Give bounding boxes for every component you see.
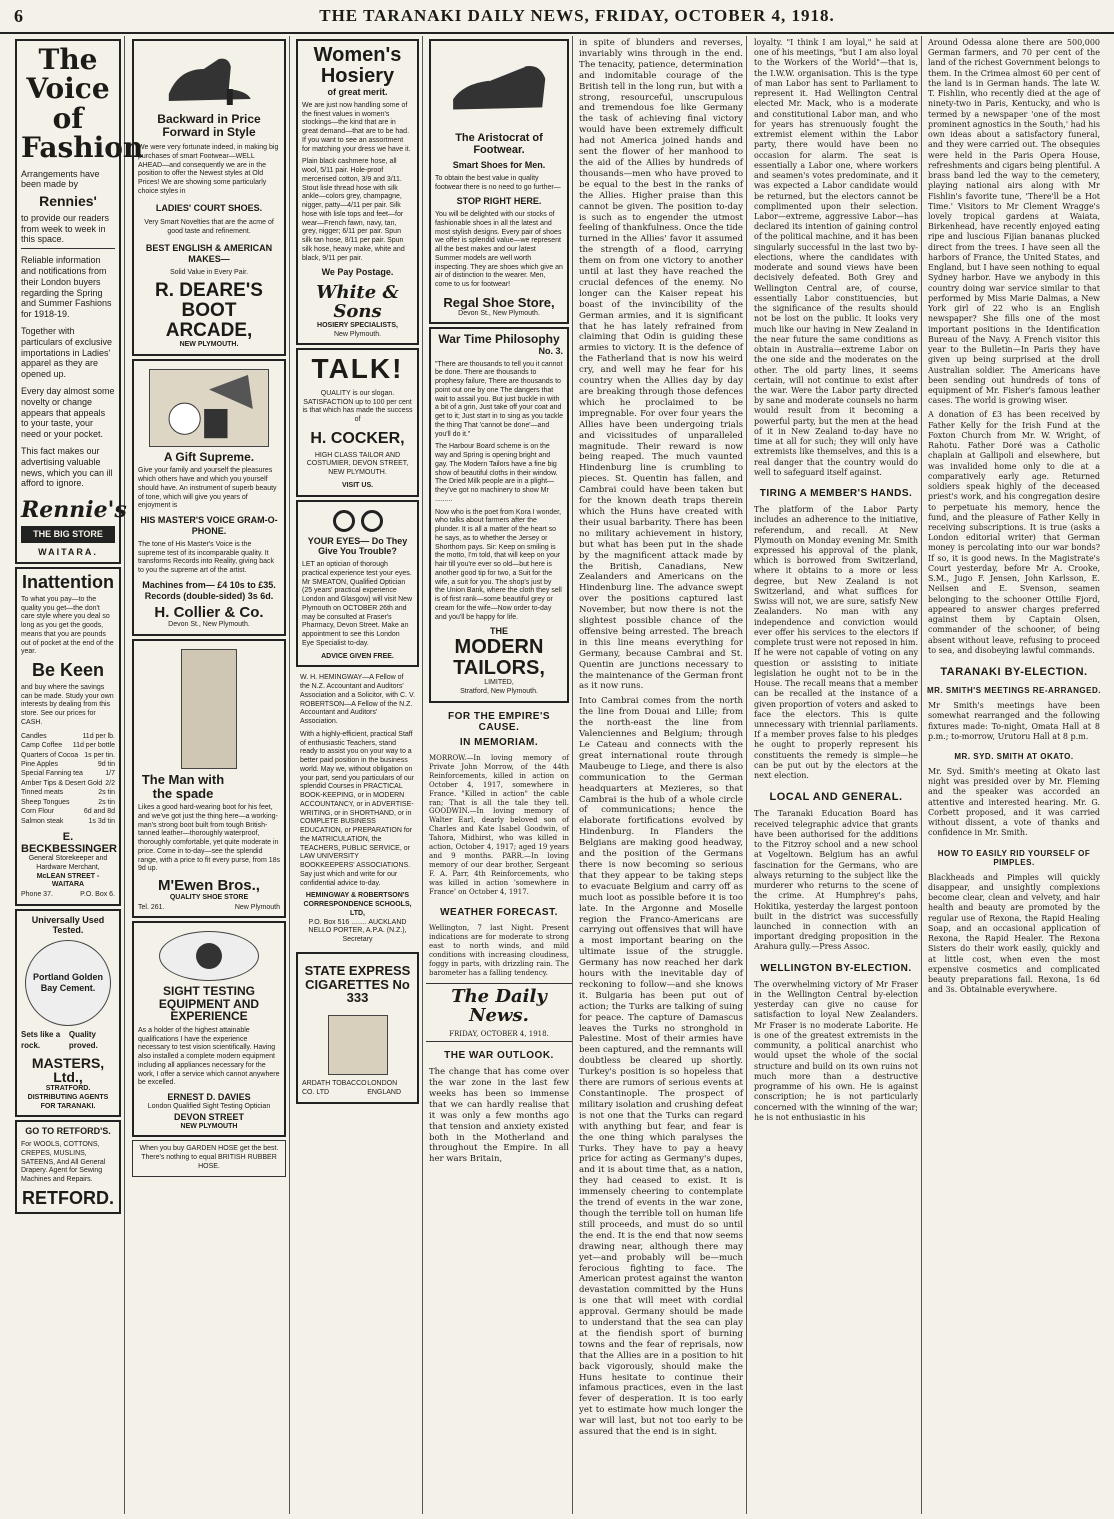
stop-right-here: STOP RIGHT HERE.: [456, 196, 542, 207]
nello-porter: NELLO PORTER, A.P.A. (N.Z.), Secretary: [308, 927, 407, 944]
smith-text: Mr Smith's meetings have been somewhat rearranged and the following fixtures made: To-night, Omata Hall at 8 p.m.; to-morrow, Urutoru Hall at 8 p.m.: [928, 701, 1100, 741]
price-row: [21, 760, 115, 769]
cocker-name: H. COCKER,: [310, 429, 405, 447]
novelties-text: Very Smart Novelties that are the acme of good taste and refinement.: [144, 219, 274, 236]
tiring-text: The platform of the Labor Party includes an adherence to the initiative, referendum, and recall. At New Plymouth on Monday evening Mr. Smith expressed his approval of the plank, which is borrowed from Switzerland, where it obtains to a more or less degree, but New Zealand is not Switzerland, and what suffices for Swiss will not, we are sure, satisfy New Zealanders. No man with any independence and conviction would ever offer his services to the electors if complete trust were not reposed in him. If he were not capable of voting on any question or assisting to initiate legislation he ought not to be in the House. The recall means that a member can be recalled at the instance of a given proportion of voters and asked to face the electors. This is quite unnecessary with triennial parliaments. If a member proves false to his pledges he ought to properly represent his constituents the remedy is simple—he can be put out by the electors at the next election.: [754, 505, 918, 781]
column-2: [129, 36, 290, 1514]
war-time-heading: War Time Philosophy: [438, 332, 560, 347]
ladies-shoe-icon: [152, 49, 266, 109]
retfords-heading: GO TO RETFORD'S.: [25, 1126, 111, 1137]
state-express-label: STATE EXPRESS CIGARETTES No 333: [304, 962, 411, 1006]
rennies-name: Rennies': [39, 193, 97, 210]
tiring-heading: TIRING A MEMBER'S HANDS.: [759, 488, 913, 500]
rennies-voice-ad: [15, 39, 144, 564]
worker-with-spade-icon: [181, 649, 237, 769]
smart-shoes: Smart Shoes for Men.: [452, 160, 546, 171]
page-number: 6: [14, 5, 23, 26]
best-english: BEST ENGLISH & AMERICAN MAKES—: [145, 242, 273, 264]
voice-title-1: The Voice: [26, 43, 110, 106]
price-row: [21, 798, 115, 807]
no3-label: No. 3.: [538, 345, 563, 356]
arrangements-text: Arrangements have been made by: [21, 168, 100, 190]
price-item: Tinned meats: [21, 789, 64, 797]
wellington-text: The overwhelming victory of Mr Fraser in the Wellington Central by-election yesterday can give no cause for satisfaction to loyal New Zealanders. Mr Fraser is no moderate Laborite. He is one of the greatest extremists in the community, a political anarchist who would upset the whole of the social structure and build on its own ruins not much more than a destructive programme of his own. He is against conscription; he is not particularly concerned with the winning of the war; he is not enthusiastic in his: [754, 979, 918, 1122]
backward-text: We were very fortunate indeed, in making big purchases of smart Footwear—WELL AHEAD—and consequently we are in the position to offer the Newest styles at Old Prices! We are showing some particularly choice styles in: [138, 144, 279, 195]
mewen-location: New Plymouth: [234, 903, 280, 911]
state-express-ad: [296, 952, 419, 1104]
hemingway-intro: W. H. HEMINGWAY—A Fellow of the N.Z. Accountant and Auditors' Association and a Solicitor, with C. V. ROBERTSON—A Fellow of the N.Z. Accountant and Auditors' Association.: [300, 674, 415, 726]
editorial-continued-2: Into Cambrai comes from the north the line from Douai and Lille; from the north-east the line from Valenciennes and Belgium; through Le Cateau and connects with the great international route through Maubeuge to Liege, and there is also communication to the German headquarters at Mezieres, so that Cambrai is the hub of a whole circle of communications; hence the elaborate fortifications evolved by Hindenburg. In Flanders the Belgians are making good headway, and the position of the Germans there is now becoming so serious that they appear to be taking steps to evacuate Belgium and carry off as much loot as possible before it is too late. In the Argonne and Moselle region the Franco-Americans are carrying out offensives that will have a most important bearing on the ultimate issue of the struggle. Germany has now reached her dark hours with the inevitable day of reckoning to follow—and she knows it. Bulgaria has been put out of action; the Turks are talking of suing for peace. The capture of Damascus leaves the Turks no stronghold in Palestine. Most of their armies have been captured, and the remnants will doubtless be cleared up shortly. Turkey's position is so hopeless that there are rumors of serious events at Constantinople. The prospect of military isolation and crushing defeat is not one that the Turks can regard with anything but fear, and fear is the one thing which paralyses the Turks. They have to pay a heavy price for acting as Germany's dupes, and it is about time that, as a nation, they had ceased to exist. It is immensely cheering to contemplate the trend of events in the war zone, though the terrible toll on human life still proceeds, and must do so until the end. It is the end that now seems drawing near, although there may yet—and probably will be—much ferocious fighting to face. The American protest against the wanton devastation committed by the Huns is one that will meet with cordial approval. Germany should be made to understand that the sea can play at the fiendish sport of burning towns and the fear of reprisals, now that the Allies are in a position to hit back vigorously, should make the Huns hesitate to continue their infamous practices, even in the last fever of desperation. It is too early yet to estimate how much longer the war will last, but not too early to be assured that the end is in sight.: [579, 696, 743, 1438]
now-text: Now who is the poet from Kora I wonder, who talks about farmers after the plunder. It is all a matter of the heart so he says, as to whether the Jersey or Shorthorn pays. Sir: Keep on smiling is the motto, I'm told, that will keep on your hair till you're ever so old—but here is another good tip for two, a Suit for the wife, a suit for you. The shop's just by the Union Bank, where the cloth they sell is of first rank—some beautiful grey or cream for the wife—Now order to-day and you'll be happy for life.: [435, 508, 562, 621]
spade-text: Likes a good hard-wearing boot for his feet, and we've got just the thing here—a working-man's strong boot built from tough British-tanned leather—thoroughly waterproof, thoroughly comfortable, yet quite moderate in price. Come in to-day—see the splendid range, with a price to fit every purse, from 18s 9d up.: [138, 804, 281, 873]
cocker-sub: HIGH CLASS TAILOR AND COSTUMIER, DEVON STREET, NEW PLYMOUTH.: [306, 451, 409, 477]
distributing-agents: DISTRIBUTING AGENTS FOR TARANAKI.: [27, 1093, 109, 1110]
column-1: [12, 36, 144, 1514]
price-item: Special Fanning tea: [21, 770, 83, 778]
quality-shoe-store: QUALITY SHOE STORE: [169, 893, 249, 901]
hem-rob-name: HEMINGWAY & ROBERTSON'S CORRESPONDENCE SCHOOLS, LTD,: [303, 892, 412, 917]
garden-hose-text: When you buy GARDEN HOSE get the best. There's nothing to equal BRITISH RUBBER HOSE.: [139, 1145, 279, 1170]
price-list: [21, 732, 115, 826]
hosiery-specialists: HOSIERY SPECIALISTS,: [317, 321, 398, 329]
talk-heading: TALK!: [311, 353, 404, 385]
sight-testing-heading: SIGHT TESTING EQUIPMENT AND EXPERIENCE: [158, 984, 260, 1024]
garden-hose-ad: [132, 1140, 286, 1176]
aristocrat-heading: The Aristocrat of Footwear.: [455, 132, 543, 156]
taranaki-by-election-heading: TARANAKI BY-ELECTION.: [940, 666, 1088, 679]
collier-name: H. Collier & Co.: [154, 604, 264, 622]
big-store-banner: THE BIG STORE: [21, 526, 115, 543]
price-item: Salmon steak: [21, 817, 64, 825]
masters-name: MASTERS, Ltd.,: [31, 1054, 105, 1086]
retfords-list: For WOOLS, COTTONS, CREPES, MUSLINS, SATEENS, And All General Drapery. Agent for Sewing Machines and Repairs.: [21, 1141, 106, 1184]
wellington-heading: WELLINGTON BY-ELECTION.: [760, 962, 912, 974]
backward-heading: Backward in Price: [157, 112, 261, 126]
smith-okato-heading: MR. SYD. SMITH AT OKATO.: [954, 752, 1074, 761]
price-row: [21, 732, 115, 741]
price-item: Sheep Tongues: [21, 798, 70, 806]
ernest-davies: ERNEST D. DAVIES: [167, 1092, 251, 1103]
hose-items: Plain black cashmere hose, all wool, 5/11 pair. Hole-proof mercerised cotton, 3/9 and 3/11. Stout lisle thread hose with silk ankle—colors grey, champagne, nigger, patty—4/11 per pair. Silk hose with lisle tops and feet—for wear—French fawn, navy, tan, grey, nigger; 6/11 per pair. Spun silk tan hose, 8/11 per pair. Spun silk hose, heavy make, white and black, 9/11 per pair.: [302, 158, 405, 262]
white-sons-hosiery-ad: [296, 39, 419, 345]
price-value: 1/7: [105, 770, 115, 778]
mewen-boot-ad: [132, 639, 286, 918]
okato-text: Mr. Syd. Smith's meeting at Okato last night was presided over by Mr. Fleming and the speaker was accorded an attentive and interested hearing. Mr. G. Corbett proposed, and it was carried without dissent, a vote of thanks and confidence in Mr. Smith.: [928, 767, 1100, 838]
price-value: 11d per bottle: [72, 742, 115, 750]
phone-number: Phone 37.: [21, 891, 53, 899]
devon-street: DEVON STREET: [173, 1111, 244, 1122]
price-item: Pine Apples: [21, 760, 58, 768]
column-5: [576, 36, 747, 1514]
portland-label: Portland Golden Bay Cement.: [32, 972, 103, 994]
regal-address: Devon St., New Plymouth.: [458, 309, 540, 317]
sight-text: As a holder of the highest attainable qualifications I have the experience necessary to test vision scientifically. Having also installed a complete modern equipment including all appliances necessary for the work, I offer a service which cannot anywhere be excelled.: [138, 1026, 280, 1087]
sets-like: Sets like a rock.: [21, 1030, 61, 1050]
records-price: Records (double-sided) 3s 6d.: [144, 590, 274, 601]
talk-text: QUALITY is our slogan. SATISFACTION up to 100 per cent is that which has made the success of: [302, 389, 413, 424]
deare-location: NEW PLYMOUTH.: [179, 341, 239, 349]
price-value: 1s per tin.: [84, 751, 115, 759]
column-7: [925, 36, 1103, 1514]
price-item: Corn Flour: [21, 808, 55, 816]
white-sons-logo: White & Sons: [316, 282, 399, 322]
angel-figure-icon: [328, 1015, 388, 1075]
advice-free: ADVICE GIVEN FREE.: [321, 652, 394, 660]
inattention-text: To what you pay—to the quality you get—the don't care style where you deal so long as you get the goods, means that you are pounds out of pocket at the end of the year.: [21, 595, 114, 656]
to-provide-text: to provide our readers from week to week in this space.: [21, 212, 110, 245]
beckbessinger-name: E. BECKBESSINGER: [21, 831, 117, 855]
we-pay-postage: We Pay Postage.: [321, 267, 394, 278]
man-spade-heading: The Man with the spade: [141, 771, 225, 801]
davies-location: NEW PLYMOUTH: [180, 1122, 238, 1130]
weather-heading: WEATHER FORECAST.: [440, 907, 558, 919]
price-row: [21, 807, 115, 816]
collier-address: Devon St., New Plymouth.: [168, 621, 250, 629]
local-general-heading: LOCAL AND GENERAL.: [769, 791, 903, 804]
universally-used: Universally Used: [31, 914, 105, 925]
deare-name: R. DEARE'S BOOT ARCADE,: [155, 280, 263, 342]
editorial-date: FRIDAY, OCTOBER 4, 1918.: [449, 1029, 549, 1038]
voice-title-2: of Fashion: [21, 101, 144, 165]
tone-text: The tone of His Master's Voice is the supreme test of its incomparable quality. It transforms Records into Reality, giving back to you the supreme art of the artist.: [138, 540, 275, 575]
memoriam-text: MORROW.—In loving memory of Private John Morrow, of the 44th Reinforcements, killed in action on October 4, 1917, somewhere in France. "Killed in action" the cable ran; That is all the tale they tell. GOODWIN.—In loving memory of Walter Earl, dearly beloved son of Charles and Kate Isabel Goodwin, of Tahora, Midhirst, who was killed in action, October 4, 1917; aged 19 years and 9 months. PARR.—In loving memory of our dear brother, Sergeant F. A. Parr, 4th Reinforcements, who was killed in action 'somewhere in France' on October 4, 1917.: [429, 753, 569, 897]
ardath-label: ARDATH TOBACCO CO. LTD: [302, 1079, 367, 1097]
price-value: 11d per lb.: [82, 732, 115, 740]
quality-proved: Quality proved.: [68, 1030, 98, 1050]
be-keen-text: and buy where the savings can be made. Study your own interests by dealing from this store. See our prices for CASH.: [21, 683, 114, 726]
mens-shoe-icon: [448, 49, 550, 129]
pimples-text: Blackheads and Pimples will quickly disappear, and unsightly complexions become clear, clean and velvety, and hair health and beauty are promoted by the regular use of Rexona, the Rapid Healing Soap, and an occasional application of Rexona, the Rapid Healer. The Rexona Sisters do their work easily, quickly and at little cost, when even the most expensive cosmetics and complicated beauty preparations fail. Rexona, 1s 6d and 3s. Obtainable everywhere.: [928, 872, 1100, 995]
eye-icon: [159, 931, 259, 981]
war-outlook-heading: THE WAR OUTLOOK.: [444, 1050, 554, 1062]
portland-cement-ad: [15, 909, 121, 1118]
regal-name: Regal Shoe Store,: [443, 294, 555, 310]
great-merit: of great merit.: [327, 87, 388, 97]
forward-heading: Forward in Style: [162, 124, 256, 139]
outlook-text: The change that has come over the war zone in the last few weeks has been so immense that we can hardly realise that it was only a few months ago that tension and anxiety existed both in the Motherland and throughout the Empire. In all her wars Britain,: [429, 1067, 569, 1165]
price-row: [21, 769, 115, 778]
daily-news-masthead: The Daily News.: [451, 985, 547, 1026]
page-title: THE TARANAKI DAILY NEWS, FRIDAY, OCTOBER 4, 1918.: [319, 6, 835, 25]
price-row: [21, 817, 115, 826]
memoriam-heading: IN MEMORIAM.: [459, 736, 539, 748]
eyes-text: LET an optician of thorough practical experience test your eyes. Mr SMEATON, Qualified Optician (25 years' practical experience London and Glasgow) will visit New Plymouth on OCTOBER 26th and may be consulted at Fraser's Pharmacy, Devon Street. Make an appointment to see this London Eye Specialist to-day.: [302, 561, 413, 647]
column-6: [751, 36, 922, 1514]
mclean-street: McLEAN STREET - WAITARA: [36, 872, 100, 889]
price-row: [21, 788, 115, 797]
the-label: THE: [490, 626, 508, 637]
cocker-tailor-ad: [296, 348, 419, 496]
war-text: "There are thousands to tell you it cannot be done. There are thousands to prophesy failure, There are thousands to point out one by one The dangers that wait to assail you. But just buckle in with a bit of a grin, Just take off your coat and get to it; Just start in to sing as you tackle the thing That 'cannot be done'—and you'll do it.": [435, 360, 564, 438]
gift-text: Give your family and yourself the pleasures which others have and which you yourself should have. An instrument of superb beauty of tone, which will give you years of enjoyment is: [138, 467, 277, 510]
retford-logo: RETFORD.: [22, 1187, 114, 1208]
stratford-label: STRATFORD.: [45, 1085, 91, 1093]
london-england: LONDON ENGLAND: [367, 1079, 402, 1097]
collier-gramophone-ad: [132, 359, 286, 636]
editorial-continued-1: in spite of blunders and reverses, invariably wins through in the end. The tenacity, patience, determination and indomitable courage of the British tell in the long run, but with a strong, resourceful, unscrupulous and tremendous foe like Germany the task of achieving final victory would have been extremely difficult had not America joined hands and sent the flower of her manhood to the aid of the Allies by hundreds of thousands—men who have proved to be equal to the best in the ranks of the Allies. Higher praise than this cannot be given. The position to-day is such as to engender the utmost feeling of thankfulness. Once the tide turned in the Allies' favor it assumed the strength of a flood, carrying them on from one victory to another until at last they have reached the crucial defences of the enemy. No longer can the Kaiser repeat his boast of the invincibility of the German armies, and it is significant that he has lately refrained from claiming that Odin is guiding these armies to victory. It is the defence of the Fatherland that is now his weird cry, and well may he fear for his country when the Allies day by day are breaking through those defences which he proclaimed to be impregnable. For over four years the Allies have been undergoing trials and vicissitudes of unparalleled magnitude. Their reward is now being reaped. The much vaunted Hindenburg line is crumbling to pieces. St. Quentin has fallen, and Cambrai could have been taken but for the known death traps therein which the Huns have created with their usual barbarity. There has been no military achievement in history, but what has been put in the shade by the magnificent attack made by the British, Canadians, New Zealanders and Americans on the Hindenburg line. The advance swept over the positions captured last November, but now there is not the slightest possible chance of the offensive being arrested. The breach in this line means everything for Germany, because Cambrai and St. Quentin are junctions necessary to the maintenance of the German front as it now runs.: [579, 38, 743, 692]
general-storekeeper: General Storekeeper and Hardware Merchant,: [28, 855, 108, 871]
modern-tailors-location: Stratford, New Plymouth.: [460, 688, 538, 696]
rennies-logo: Rennie's: [21, 497, 127, 524]
news-items-2: A donation of £3 has been received by Father Kelly for the Irish Fund at the Foxton Church from Mr. W. Wright, of Rahotu. Father Doré was a Catholic chaplain at Gallipoli and elsewhere, but was invalided home only to die at a comparatively early age. Returned soldiers speak highly of the deceased priest's work, and his congregation desire to perpetuate his memory, hence the fund, and the pleasure of Father Kelly in receiving subscriptions. It is true (asks a London editorial writer) that German money is percolating into our war bonds? If so, it is good news. In the Magistrate's Court yesterday, before Mr A. Crooke, S.M., Jugo F. Jensen, John Karlsson, E. Neilsen and E. Svenson, seamen belonging to the schooner Ottilie Fjord, appeared to answer charges preferred against them by Captain Olsen, commander of the schooner, of being absent without leave, refusing to proceed to sea, and disobeying lawful commands.: [928, 410, 1100, 655]
together-text: Together with particulars of exclusive importations in Ladies' apparel as they are opened up.: [21, 326, 113, 380]
modern-tailors-name: MODERN TAILORS,: [453, 636, 545, 680]
aristocrat-text: To obtain the best value in quality footwear there is no need to go further—: [435, 174, 561, 191]
price-value: 9d tin: [97, 760, 115, 768]
every-day-text: Every day almost some novelty or change appears that appeals to your taste, your need or your pocket.: [21, 386, 115, 440]
deare-boot-ad: [132, 39, 286, 356]
price-value: 2s tin: [98, 789, 115, 797]
mewen-name: M'Ewen Bros.,: [158, 877, 260, 895]
visit-us: VISIT US.: [341, 481, 374, 489]
reliable-text: Reliable information and notifications from their London buyers regarding the Spring and Summer Fashions for 1918-19.: [21, 255, 112, 320]
price-item: Camp Coffee: [21, 742, 63, 750]
hemingway-text: With a highly-efficient, practical Staff of enthusiastic Teachers, stand ready to assist you on your way to a better paid position in the business world. May we, without obligation on your part, send you particulars of our splendid Courses in PRACTICAL BOOK-KEEPING, or in MODERN ACCOUNTANCY, or in ADVERTISE-WRITING, or in SHORTHAND, or in COMPLETE BUSINESS EDUCATION, or PREPARATION for the MATRICULATION, the TEACHERS, PUBLIC SERVICE, or LAW UNIVERSITY BOOKKEEPERS' ASSOCIATIONS. Say just which and write for our confidential advice to-day.: [300, 730, 415, 887]
beckbessinger-ad: [15, 567, 121, 906]
spectacles-icon: [302, 510, 413, 532]
hosiery-text: We are just now handling some of the finest values in women's stockings—the kind that are in great demand—that are to be had. If you want to see an assortment for matching your dress we have it.: [302, 101, 411, 153]
retfords-ad: [15, 1120, 121, 1213]
smith-meetings-heading: MR. SMITH'S MEETINGS RE-ARRANGED.: [927, 686, 1101, 696]
column-3: [293, 36, 423, 1514]
local-text: The Taranaki Education Board has received telegraphic advice that grants have been authorised for the additions to the Fitzroy school and a new school at Vogeltown. Belgium has an awful fascination for the Germans, who are always returning to the subject like the murderer who returns to the scene of the crime. At Humphrey's pahs, Hokitika, yesterday the largest pontoon built in the district was successfully launched in connection with an important dredging proposition in the Arahura gully.—Press Assoc.: [754, 809, 918, 952]
his-masters-voice: HIS MASTER'S VOICE GRAM-O-PHONE.: [140, 515, 278, 537]
stop-text: You will be delighted with our stocks of fashionable shoes in all the latest and most stylish designs. Every pair of shoes we offer is splendid value—we represent all the best makes and our latest Summer models are well worth inspecting. They are shoes which give an air of distinction to the wearer. Men, come to us for footwear!: [435, 211, 563, 289]
cement-badge-icon: [25, 940, 111, 1026]
price-value: 1s 3d tin: [88, 817, 115, 825]
london-qualified: London Qualified Sight Testing Optician: [147, 1102, 271, 1110]
fact-text: This fact makes our advertising valuable news, which you can ill afford to ignore.: [21, 445, 113, 489]
inattention-heading: Inattention: [22, 571, 114, 592]
price-row: [21, 741, 115, 750]
limited-label: LIMITED,: [484, 679, 514, 687]
po-box: P.O. Box 6.: [80, 891, 115, 899]
solid-value: Solid Value in Every Pair.: [169, 268, 249, 276]
tested-label: Tested.: [52, 925, 84, 936]
news-items-1: Around Odessa alone there are 500,000 German farmers, and 70 per cent of the land of the richest Government belongs to them. In the Crimea almost 60 per cent of the land is in German hands. The late W. T. Fishlin, who recently died at the age of ninety-two in Paris, Kentucky, and who is termed by a newspaper 'one of the most prominent agnostics in the South,' had his own ideas about a satisfactory funeral, and they were carried out. The obsequies were held in the Paris Opera House, refreshments and cigars being plentiful. A brass band led the way to the cemetery, playing national airs along with Mr Fishlin's favorite tune, 'There'll be a Hot Time.' Visitors to Mr Clement Wragge's lovely tropical gardens at Waiata, Birkenhead, have recently enjoyed eating ripe and luscious Fijian bananas plucked direct from the trees. I have seen all the harbors of France, the United States, and England, but I have seen nothing to equal Sydney harbor. Have we anybody in this country doing war service similar to that performed by Miss Marie Dalmas, a New York girl of 22 who is an English newspaper? She fills one of the most important positions in the Identification Bureau of the Navy. A French visitor this year to the Bulletin—In Paris they have given up being surprised at the droll Australian soldier. The Americans have been sending out hundreds of tons of equipment of Mr. Fisher's famous leather cases. The world is growing wiser.: [928, 38, 1100, 406]
price-value: 2s tin: [98, 798, 115, 806]
empire-heading: FOR THE EMPIRE'S CAUSE.: [447, 710, 551, 733]
labor-article-text: loyalty. "I think I am loyal," he said at one of his meetings, "but I am also loyal to the Workers of the World"—that is, the I.W.W. organisation. This is the type of man Labor has sent to Parliament to represent it. Had Wellington Central elected Mr. Mack, who is a moderate and constitutional Labor man, and who for years has strenuously fought the extremist element within the Labor party, there would have been no occasion for alarm. The seat is essentially a Labor one, where workers and seamen's votes predominate, and it was expected a Labor candidate would be returned, but the electors cannot be complimented upon their selection. Labor—extreme, aggressive Labor—has declared its intention of gaining control of the political machine, and it has been singularly successful in the last two by-elections, where the candidates with moderate and sound views have been decisively defeated. Both Grey and Wellington Central are, of course, essentially Labor constituencies, but the significance of the results should not be lost on the public. It looks very much like our having in New Zealand in the near future the same conditions as obtain in Australia—extreme Labor on the one side and the moderates on the other. The old party lines, it seems certain, will not continue to exist after the war. Were the Labor party directed by sane and moderate counsels no harm would result from it becoming a powerful party, but the men at the head of it in New Zealand to-day have no time at all for such; they will only have extremists like themselves, and this is a real danger that the country would do well to safeguard itself against.: [754, 38, 918, 477]
smeaton-optician-ad: [296, 500, 419, 668]
gift-heading: A Gift Supreme.: [163, 449, 255, 464]
white-sons-location: New Plymouth.: [333, 330, 382, 338]
price-row: [21, 751, 115, 760]
womens-hosiery-heading: Women's Hosiery: [313, 44, 402, 87]
weather-text: Wellington, 7 last Night. Present indications are for moderate to strong east to north winds, and mild conditions with increasing cloudiness, foggy in parts, with drizzling rain. The barometer has a falling tendency.: [429, 924, 569, 977]
harbour-text: The Harbour Board scheme is on the way and Spring is opening bright and gay. The Modern Tailors have a fine big show of beautiful cloths in their window. The Dried Milk people are in a plight—they've got no machinery to show Mr .........: [435, 443, 558, 503]
price-item: Amber Tips & Desert Gold: [21, 779, 103, 787]
price-value: 6d and 8d: [83, 808, 115, 816]
masthead: [0, 0, 1114, 34]
davies-optician-ad: [132, 921, 286, 1137]
be-keen-heading: Be Keen: [31, 660, 105, 680]
mewen-tel: Tel. 261.: [138, 903, 165, 911]
regal-shoe-ad: [429, 39, 569, 324]
your-eyes-heading: YOUR EYES— Do They Give You Trouble?: [307, 535, 408, 557]
column-4: [426, 36, 573, 1514]
price-row: [21, 779, 115, 788]
hemingway-schools-ad: [296, 670, 419, 949]
hem-po-box: P.O. Box 516 ........ AUCKLAND: [308, 918, 407, 926]
waitara-label: WAITARA.: [38, 547, 98, 558]
price-item: Quarters of Cocoa: [21, 751, 79, 759]
price-value: 2/2: [105, 779, 115, 787]
gramophone-dog-icon: [149, 369, 269, 447]
pimples-heading: HOW TO EASILY RID YOURSELF OF PIMPLES.: [937, 848, 1091, 867]
modern-tailors-ad: [429, 327, 569, 702]
price-item: Candles: [21, 732, 47, 740]
ladies-court-shoes: LADIES' COURT SHOES.: [155, 202, 263, 213]
machines-price: Machines from— £4 10s to £35.: [142, 579, 276, 590]
